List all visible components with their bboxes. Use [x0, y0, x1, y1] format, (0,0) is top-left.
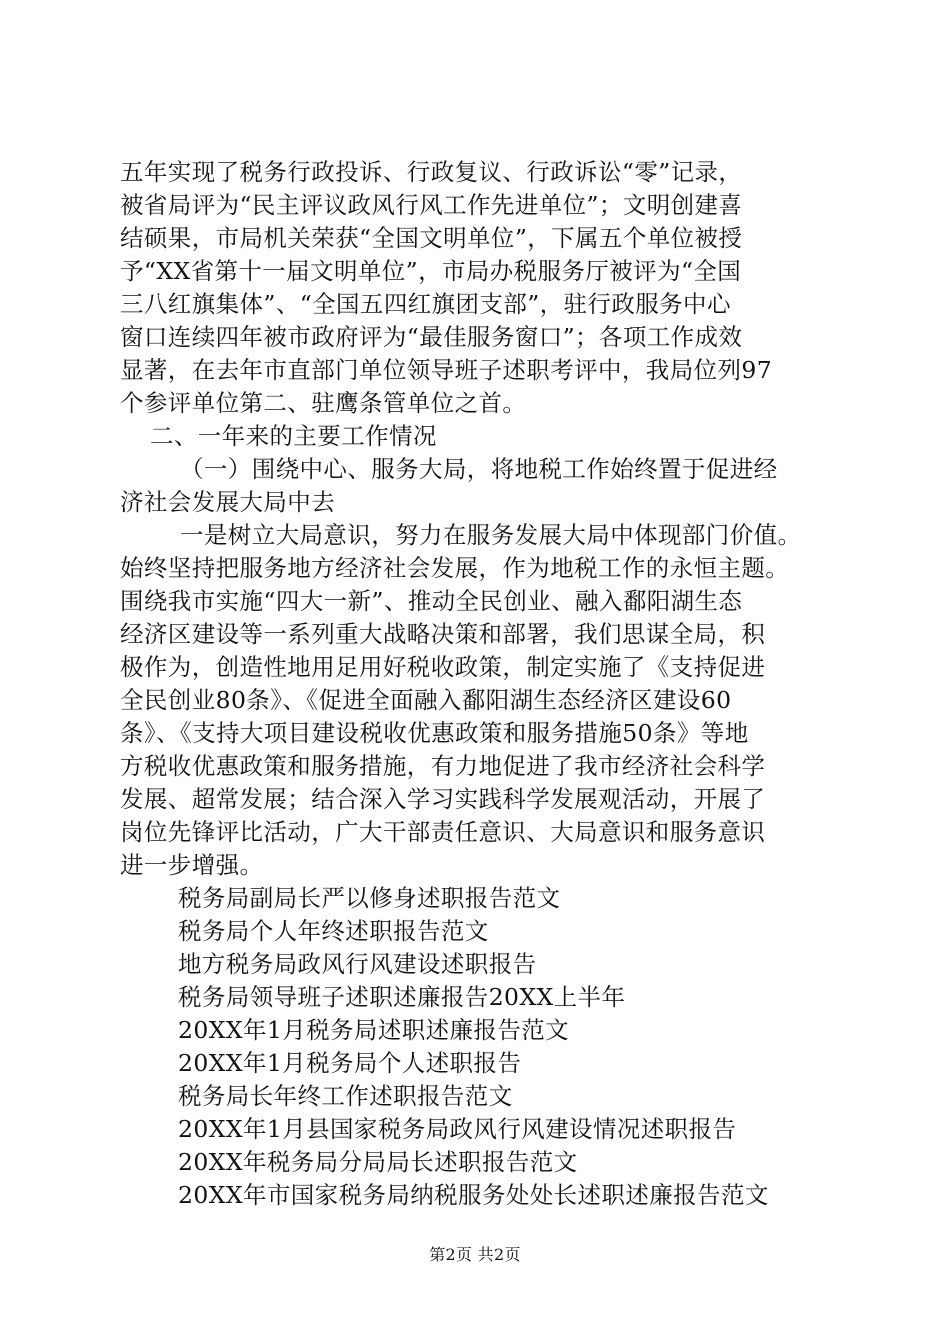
related-title-item[interactable]: 税务局副局长严以修身述职报告范文: [178, 884, 561, 912]
related-title-item[interactable]: 税务局个人年终述职报告范文: [178, 917, 489, 945]
paragraph-line: 一是树立大局意识，努力在服务发展大局中体现部门价值。: [180, 521, 802, 549]
page-footer: 第2页 共2页: [429, 1245, 521, 1264]
body-line: 窗口连续四年被市政府评为“最佳服务窗口”；各项工作成效: [120, 323, 743, 351]
paragraph-line: 极作为，创造性地用足用好税收政策，制定实施了《支持促进: [120, 653, 766, 681]
subsection-heading-line: （一）围绕中心、服务大局，将地税工作始终置于促进经: [180, 455, 778, 483]
paragraph-line: 围绕我市实施“四大一新”、推动全民创业、融入鄱阳湖生态: [120, 587, 743, 615]
related-title-item[interactable]: 税务局领导班子述职述廉报告20XX上半年: [178, 983, 626, 1011]
related-title-item[interactable]: 20XX年1月税务局个人述职报告: [178, 1049, 522, 1077]
related-title-item[interactable]: 20XX年1月县国家税务局政风行风建设情况述职报告: [178, 1115, 737, 1143]
paragraph-line: 方税收优惠政策和服务措施，有力地促进了我市经济社会科学: [120, 752, 766, 780]
paragraph-line: 全民创业80条》、《促进全面融入鄱阳湖生态经济区建设60: [120, 686, 732, 714]
body-line: 个参评单位第二、驻鹰条管单位之首。: [120, 389, 527, 417]
body-line: 结硕果，市局机关荣获“全国文明单位”，下属五个单位被授: [120, 224, 743, 252]
related-title-item[interactable]: 20XX年税务局分局局长述职报告范文: [178, 1148, 578, 1176]
paragraph-line: 岗位先锋评比活动，广大干部责任意识、大局意识和服务意识: [120, 818, 766, 846]
body-line: 五年实现了税务行政投诉、行政复议、行政诉讼“零”记录，: [120, 158, 743, 186]
body-line: 予“XX省第十一届文明单位”，市局办税服务厅被评为“全国: [120, 257, 742, 285]
paragraph-line: 经济区建设等一系列重大战略决策和部署，我们思谋全局，积: [120, 620, 766, 648]
body-line: 被省局评为“民主评议政风行风工作先进单位”；文明创建喜: [120, 191, 743, 219]
document-body: [120, 156, 836, 1212]
body-line: 三八红旗集体”、“全国五四红旗团支部”，驻行政服务中心: [120, 290, 731, 318]
paragraph-line: 始终坚持把服务地方经济社会发展，作为地税工作的永恒主题。: [120, 554, 790, 582]
related-title-item[interactable]: 地方税务局政风行风建设述职报告: [178, 950, 537, 978]
related-title-item[interactable]: 20XX年1月税务局述职述廉报告范文: [178, 1016, 570, 1044]
paragraph-line: 进一步增强。: [120, 851, 264, 879]
subsection-heading-line: 济社会发展大局中去: [120, 488, 336, 516]
related-title-item[interactable]: 税务局长年终工作述职报告范文: [178, 1082, 513, 1110]
section-heading: 二、一年来的主要工作情况: [150, 422, 437, 450]
related-title-item[interactable]: 20XX年市国家税务局纳税服务处处长述职述廉报告范文: [178, 1181, 769, 1209]
paragraph-line: 发展、超常发展；结合深入学习实践科学发展观活动，开展了: [120, 785, 766, 813]
paragraph-line: 条》、《支持大项目建设税收优惠政策和服务措施50条》等地: [120, 719, 749, 747]
body-line: 显著，在去年市直部门单位领导班子述职考评中，我局位列97: [120, 356, 773, 384]
